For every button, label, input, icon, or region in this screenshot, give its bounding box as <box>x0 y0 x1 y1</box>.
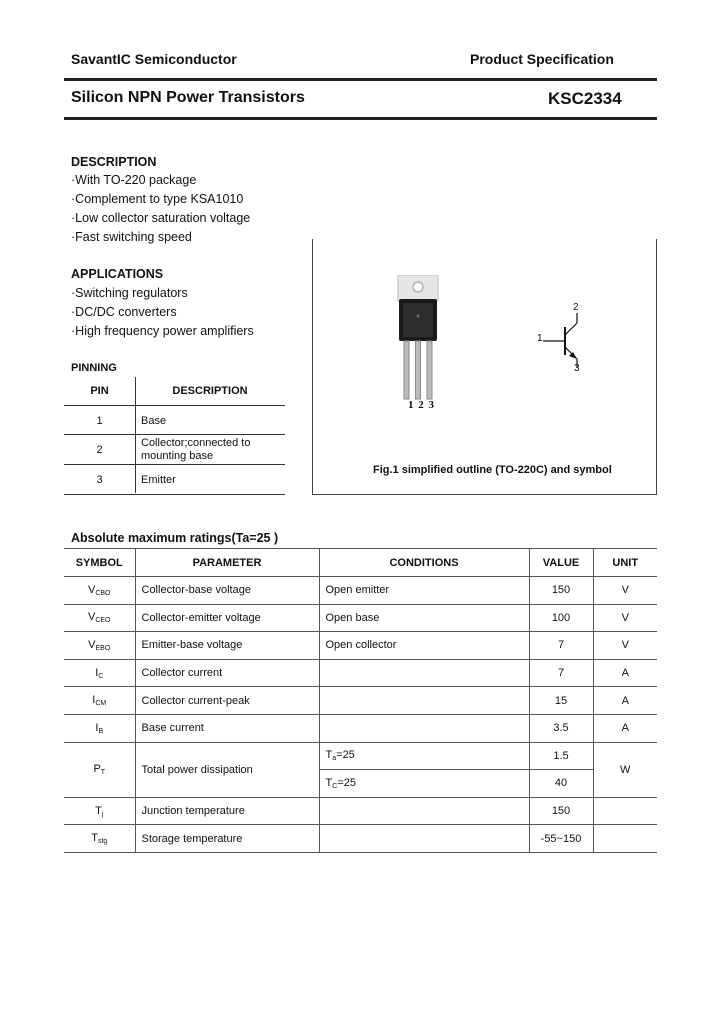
symbol-cell <box>64 714 135 742</box>
symbol-letter: I <box>92 694 96 707</box>
condition-cell: Open base <box>319 604 529 632</box>
parameter-cell: Collector current-peak <box>135 687 319 715</box>
condition-cell: $T_C=25$ <box>319 770 529 798</box>
symbol-subscript: T <box>100 769 106 777</box>
symbol-subscript: CEO <box>95 617 111 625</box>
symbol-subscript: C <box>98 672 104 680</box>
pin-table-header <box>64 377 285 406</box>
npn-transistor-symbol-icon <box>535 299 595 373</box>
description-item: ·Fast switching speed <box>71 230 192 244</box>
symbol-letter: T <box>91 832 98 845</box>
table-row <box>64 632 657 660</box>
symbol-letter: T <box>95 804 102 817</box>
symbol-pin-3-label: 3 <box>574 363 580 374</box>
table-row <box>64 604 657 632</box>
description-item: ·Low collector saturation voltage <box>71 211 251 225</box>
ratings-heading: Absolute maximum ratings(Ta=25 ) <box>71 531 279 545</box>
col-symbol: SYMBOL <box>64 549 135 577</box>
symbol-cell <box>64 825 135 853</box>
parameter-cell: Junction temperature <box>135 797 319 825</box>
table-row <box>64 797 657 825</box>
symbol-letter: I <box>95 666 99 679</box>
symbol-cell <box>64 742 135 797</box>
symbol-cell <box>64 577 135 605</box>
condition-cell <box>319 797 529 825</box>
unit-cell: A <box>593 714 657 742</box>
symbol-letter: P <box>93 763 101 776</box>
applications-heading: APPLICATIONS <box>71 267 164 281</box>
figure-caption: Fig.1 simplified outline (TO-220C) and symbol <box>373 464 612 476</box>
pinning-heading: PINNING <box>71 362 117 374</box>
symbol-subscript: CBO <box>95 589 111 597</box>
condition-cell <box>319 659 529 687</box>
company-name: SavantIC Semiconductor <box>71 51 237 67</box>
parameter-cell: Storage temperature <box>135 825 319 853</box>
symbol-letter: V <box>88 638 96 651</box>
symbol-letter: I <box>95 721 99 734</box>
symbol-cell <box>64 687 135 715</box>
application-item: ·Switching regulators <box>71 286 188 300</box>
value-cell: 150 <box>529 797 593 825</box>
unit-cell <box>593 797 657 825</box>
ratings-table <box>64 548 657 853</box>
col-parameter: PARAMETER <box>135 549 319 577</box>
symbol-subscript: EBO <box>95 644 111 652</box>
table-row <box>64 465 285 495</box>
table-row <box>64 659 657 687</box>
value-cell: 15 <box>529 687 593 715</box>
col-unit: UNIT <box>593 549 657 577</box>
pin-description: Base <box>141 415 167 427</box>
doc-type: Product Specification <box>470 51 614 67</box>
application-item: ·DC/DC converters <box>71 305 177 319</box>
parameter-cell: Collector current <box>135 659 319 687</box>
pin-col-header: PIN <box>90 385 109 397</box>
pin-description: Collector;connected to mounting base <box>141 437 251 462</box>
pin-number: 1 <box>96 415 103 427</box>
unit-cell <box>593 825 657 853</box>
description-item: ·Complement to type KSA1010 <box>71 192 244 206</box>
table-row <box>64 714 657 742</box>
symbol-cell <box>64 659 135 687</box>
table-row <box>64 406 285 435</box>
description-item: ·With TO-220 package <box>71 173 197 187</box>
condition-cell <box>319 714 529 742</box>
value-cell: 7 <box>529 659 593 687</box>
symbol-pin-1-label: 1 <box>537 333 543 344</box>
pin-description: Emitter <box>141 474 176 486</box>
table-row <box>64 742 657 770</box>
applications-list <box>71 284 254 341</box>
value-cell: 40 <box>529 770 593 798</box>
symbol-subscript: B <box>98 727 104 735</box>
symbol-letter: V <box>87 583 96 596</box>
parameter-cell: Collector-base voltage <box>135 577 319 605</box>
symbol-cell <box>64 797 135 825</box>
value-cell: 7 <box>529 632 593 660</box>
pin-number: 2 <box>96 444 103 456</box>
condition-cell: Open collector <box>319 632 529 660</box>
condition-cell: $T_a=25$ <box>319 742 529 770</box>
parameter-cell: Total power dissipation <box>135 742 319 797</box>
unit-cell: A <box>593 687 657 715</box>
package-pin-numbers: 1 2 3 <box>408 399 435 411</box>
table-row <box>64 687 657 715</box>
value-cell: -55~150 <box>529 825 593 853</box>
value-cell: 3.5 <box>529 714 593 742</box>
symbol-subscript: j <box>101 810 104 818</box>
product-line-title: Silicon NPN Power Transistors <box>71 89 305 106</box>
parameter-cell: Collector-emitter voltage <box>135 604 319 632</box>
table-row <box>64 577 657 605</box>
symbol-subscript: stg <box>97 838 108 846</box>
table-row <box>64 435 285 465</box>
symbol-letter: V <box>87 611 96 624</box>
unit-cell: W <box>593 742 657 797</box>
symbol-cell <box>64 632 135 660</box>
pinning-table <box>64 377 285 495</box>
condition-cell <box>319 825 529 853</box>
to220-package-image <box>391 275 451 405</box>
parameter-cell: Emitter-base voltage <box>135 632 319 660</box>
symbol-cell <box>64 604 135 632</box>
description-heading: DESCRIPTION <box>71 155 157 169</box>
col-value: VALUE <box>529 549 593 577</box>
part-number: KSC2334 <box>548 89 622 108</box>
condition-cell <box>319 687 529 715</box>
col-conditions: CONDITIONS <box>319 549 529 577</box>
desc-col-header: DESCRIPTION <box>172 385 248 397</box>
table-row <box>64 825 657 853</box>
symbol-pin-2-label: 2 <box>573 302 579 313</box>
unit-cell: V <box>593 577 657 605</box>
figure-box <box>312 239 657 495</box>
parameter-cell: Base current <box>135 714 319 742</box>
header-rule <box>64 78 657 81</box>
title-rule <box>64 117 657 120</box>
unit-cell: V <box>593 632 657 660</box>
unit-cell: A <box>593 659 657 687</box>
value-cell: 1.5 <box>529 742 593 770</box>
description-list <box>71 171 250 247</box>
unit-cell: V <box>593 604 657 632</box>
value-cell: 150 <box>529 577 593 605</box>
condition-cell: Open emitter <box>319 577 529 605</box>
value-cell: 100 <box>529 604 593 632</box>
ratings-header-row <box>64 549 657 577</box>
application-item: ·High frequency power amplifiers <box>71 324 254 338</box>
pin-number: 3 <box>96 474 103 486</box>
symbol-subscript: CM <box>95 700 107 708</box>
